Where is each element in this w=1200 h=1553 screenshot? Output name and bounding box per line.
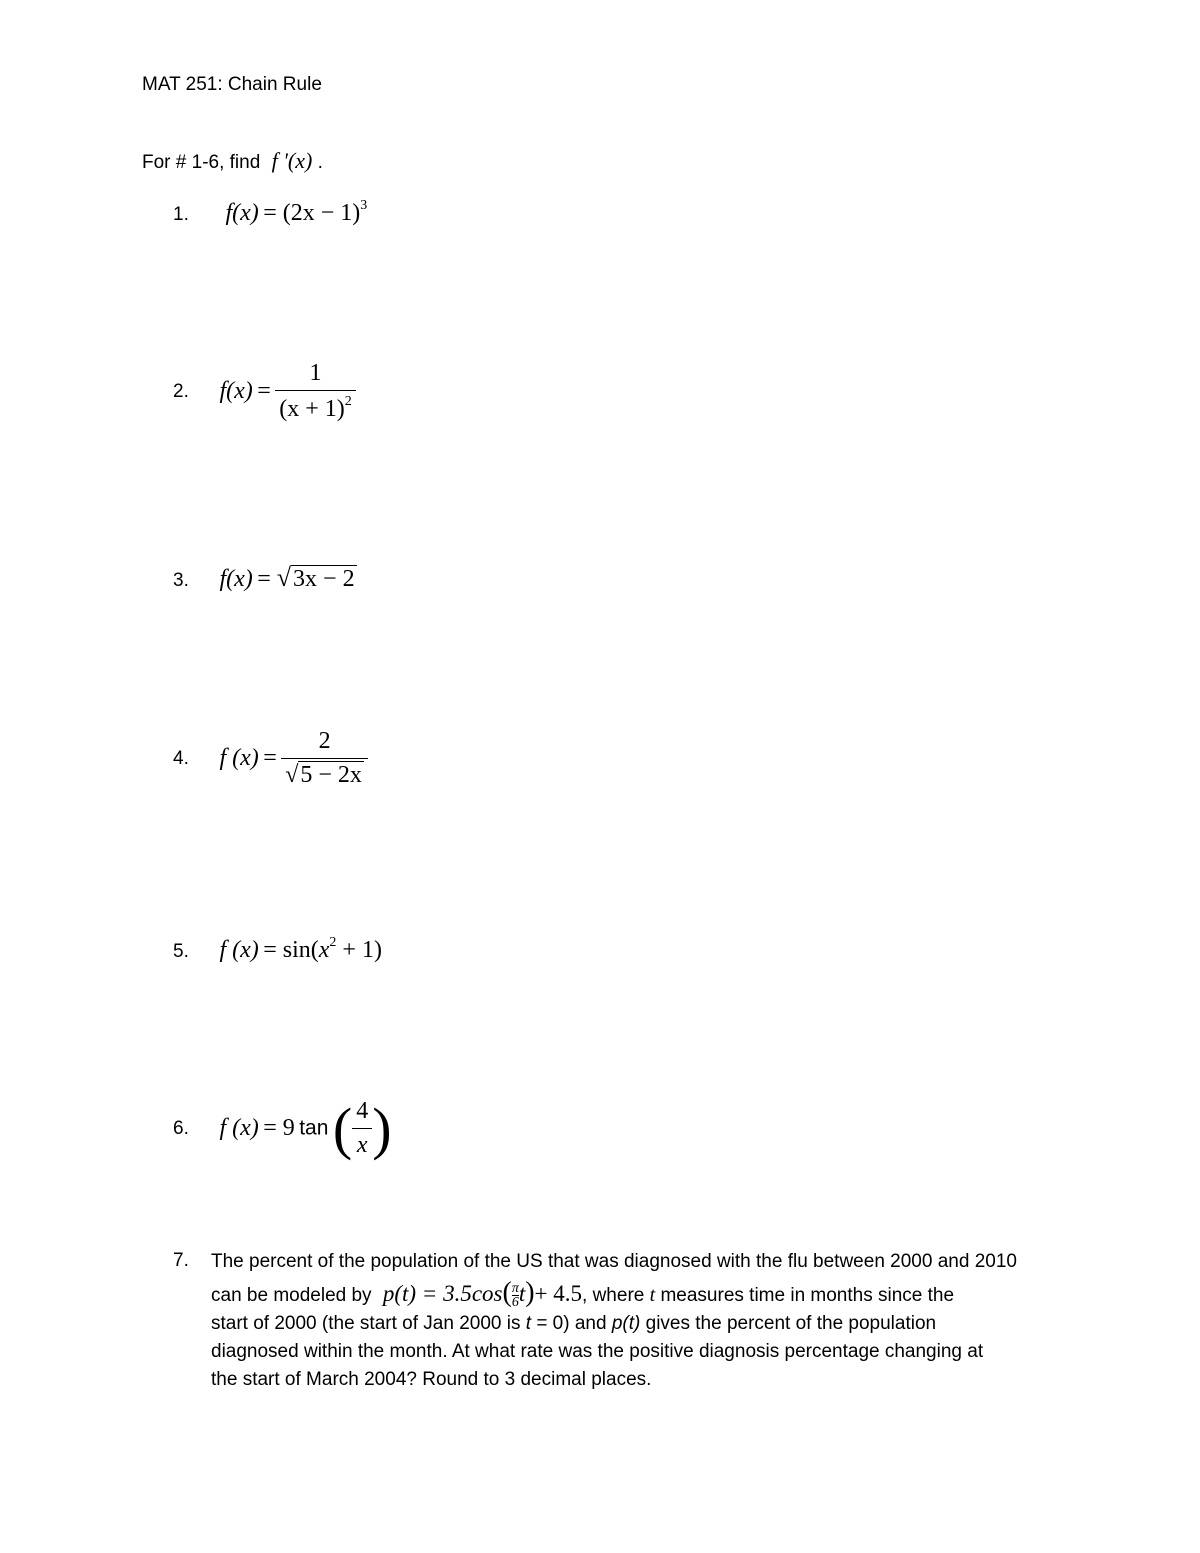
line-text: gives the percent of the population: [645, 1313, 937, 1334]
problem-lhs: f(x): [225, 200, 259, 226]
problem-7-line: diagnosed within the month. At what rate was the positive diagnosis percentage changing at: [211, 1341, 984, 1362]
problem-lhs: f (x): [219, 745, 259, 771]
fraction-numerator: 4: [356, 1098, 369, 1124]
problem-number: 1.: [173, 204, 189, 225]
problem-7-line: [211, 1310, 1081, 1338]
line-text: = 0) and: [536, 1313, 607, 1334]
instructions-expr: f '(x): [271, 148, 313, 173]
problem-number: 2.: [173, 380, 189, 402]
problem-2: 2. f(x) = $\frac{1}{(x + 1)^2}$: [173, 360, 356, 423]
radicand: 3x − 2: [293, 566, 355, 592]
page-title: MAT 251: Chain Rule: [142, 74, 322, 95]
problem-exponent: 2: [329, 935, 337, 950]
line-text: start of 2000 (the start of Jan 2000 is: [211, 1313, 521, 1334]
model-var: t: [518, 1281, 526, 1306]
problem-lhs: f (x): [219, 1115, 259, 1141]
function-name: sin(: [282, 937, 319, 963]
model-fraction: [512, 1282, 519, 1309]
problem-6: 6. f (x) = 9 tan ( $\frac{4}{x}$ ): [173, 1096, 392, 1161]
problem-exponent: 3: [360, 198, 368, 213]
fraction: [275, 360, 356, 423]
fraction-denominator: x: [352, 1128, 372, 1159]
radical: √3x − 2: [276, 563, 355, 592]
problem-lhs: f(x): [219, 566, 253, 592]
problem-lhs: f (x): [219, 937, 259, 963]
fraction-numerator: 1: [309, 360, 322, 386]
problem-7-line: The percent of the population of the US that was diagnosed with the flu between 2000 and 2010: [211, 1251, 1017, 1272]
function-base: x: [318, 937, 330, 963]
var-pt: p(t): [611, 1313, 641, 1334]
problem-number: 6.: [173, 1117, 189, 1139]
model-frac-num: π: [511, 1281, 519, 1297]
problem-7-line: the start of March 2004? Round to 3 decimal places.: [211, 1369, 652, 1390]
model-rest: + 4.5: [534, 1281, 583, 1306]
model-frac-den: 6: [511, 1295, 519, 1311]
problem-number: 3.: [173, 570, 189, 591]
fraction-numerator: 2: [318, 728, 331, 754]
problem-7-text: [211, 1248, 1081, 1394]
line-text: , where: [582, 1285, 645, 1306]
var-t: t: [649, 1284, 656, 1306]
var-t: t: [525, 1313, 532, 1334]
problem-5: 5. f (x) = sin(x2 + 1): [173, 935, 382, 963]
function-name: tan: [299, 1116, 329, 1140]
problem-4: 4. f (x) = $\frac{2}{√5 - 2x}$: [173, 728, 368, 789]
problem-lhs: f(x): [219, 378, 253, 404]
fraction: [352, 1098, 372, 1159]
fraction: $\frac{2}{√5 - 2x}$: [281, 728, 368, 789]
problem-3: 3. f(x) = √3x − 2: [173, 563, 355, 592]
instructions-prefix: For # 1-6, find: [142, 152, 261, 173]
fraction-denominator: (x + 1): [279, 396, 345, 422]
instructions: [142, 148, 323, 174]
line-text: can be modeled by: [211, 1285, 372, 1306]
problem-number: 7.: [173, 1250, 189, 1271]
model-equation: p(t) = 3.5cos( $\frac{\pi}{6}$ t)+ 4.5: [382, 1277, 583, 1311]
line-text: measures time in months since the: [660, 1285, 955, 1306]
problem-number: 5.: [173, 941, 189, 962]
problem-rhs: (2x − 1): [282, 200, 361, 226]
problem-7-line: [211, 1276, 1081, 1310]
function-rest: + 1): [336, 937, 382, 963]
instructions-suffix: .: [317, 152, 323, 173]
radicand: 5 − 2x: [300, 762, 362, 788]
coefficient: 9: [282, 1115, 295, 1141]
problem-number: 4.: [173, 747, 189, 769]
problem-1: 1. f(x) = (2x − 1)3: [173, 198, 368, 226]
problem-exponent: 2: [344, 394, 352, 409]
model-lhs: p(t) = 3.5cos: [382, 1281, 503, 1306]
